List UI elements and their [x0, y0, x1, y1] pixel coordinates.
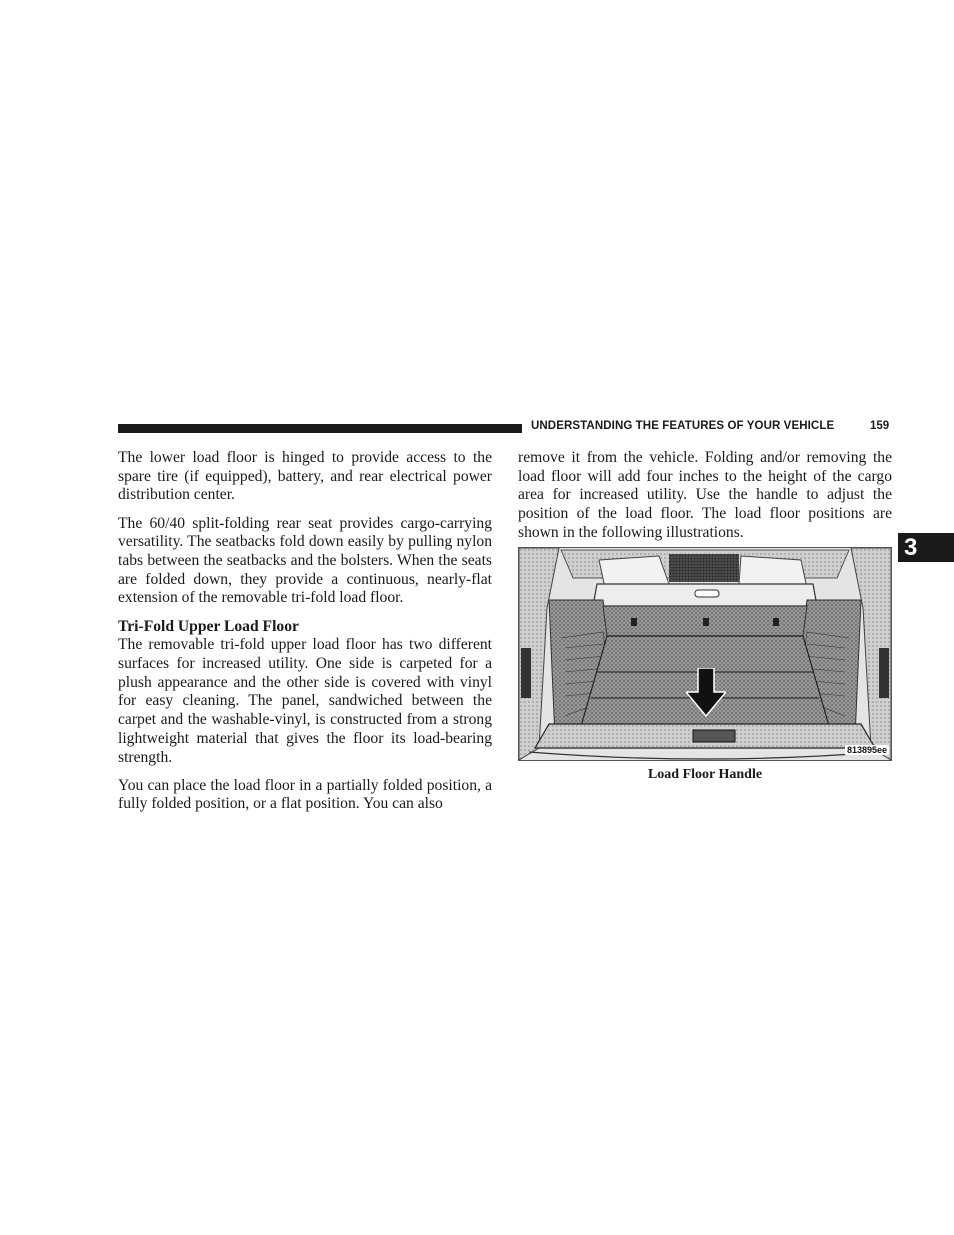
right-column [518, 449, 892, 552]
figure-code: 813895ee [847, 745, 888, 755]
paragraph-split-folding-seat: The 60/40 split-folding rear seat provides cargo-carrying versatility. The seatbacks fold down easily by pulling nylon tabs between the seatbacks and the bolsters. When the seats are folded down, they provide a continuous, nearly-flat extension of the removable tri-fold load floor. [118, 514, 492, 607]
paragraph-tri-fold-surfaces: The removable tri-fold upper load floor has two different surfaces for increased utility. One side is carpeted for a plush appearance and the other side is covered with vinyl for easy cleaning. The panel, sandwiched between the carpet and the washable-vinyl, is constructed from a strong lightweight material that gives the floor its load-bearing strength. [118, 636, 492, 766]
down-arrow-icon [686, 668, 726, 718]
header-rule [118, 424, 522, 433]
heading-tri-fold-upper-load-floor: Tri-Fold Upper Load Floor [118, 617, 299, 635]
left-column [118, 449, 492, 824]
section-title: UNDERSTANDING THE FEATURES OF YOUR VEHICLE [531, 420, 835, 432]
figure-caption: Load Floor Handle [647, 767, 763, 782]
paragraph-lower-load-floor: The lower load floor is hinged to provide access to the spare tire (if equipped), battery, and rear electrical power distribution center. [118, 449, 492, 504]
paragraph-remove-load-floor: remove it from the vehicle. Folding and/or removing the load floor will add four inches to the height of the cargo area for increased utility. Use the handle to adjust the position of the load floor. The load floor positions are shown in the following illustrations. [518, 449, 892, 541]
page-number: 159 [870, 420, 890, 432]
paragraph-load-floor-positions: You can place the load floor in a partially folded position, a fully folded position, or a flat position. You can also [118, 776, 492, 813]
chapter-tab: 3 [898, 533, 954, 562]
cargo-area-drawing [519, 548, 891, 760]
cargo-area-illustration [518, 547, 892, 761]
